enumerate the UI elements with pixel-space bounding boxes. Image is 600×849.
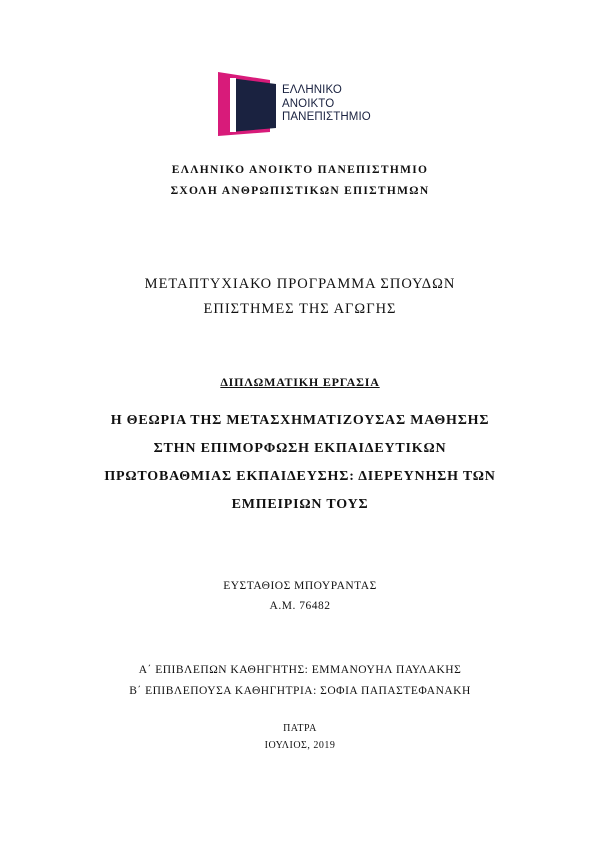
first-supervisor: Α΄ ΕΠΙΒΛΕΠΩΝ ΚΑΘΗΓΗΤΗΣ: ΕΜΜΑΝΟΥΗΛ ΠΑΥΛΑΚΗΣ: [138, 664, 462, 676]
author-name: ΕΥΣΤΑΘΙΟΣ ΜΠΟΥΡΑΝΤΑΣ: [223, 580, 377, 592]
thesis-title-line-4: ΕΜΠΕΙΡΙΩΝ ΤΟΥΣ: [231, 497, 369, 512]
date: ΙΟΥΛΙΟΣ, 2019: [264, 740, 336, 751]
thesis-title-line-1: Η ΘΕΩΡΙΑ ΤΗΣ ΜΕΤΑΣΧΗΜΑΤΙΖΟΥΣΑΣ ΜΑΘΗΣΗΣ: [110, 413, 490, 428]
logo-line-3: ΠΑΝΕΠΙΣΤΗΜΙΟ: [282, 111, 371, 123]
logo-mark-icon: [218, 70, 282, 138]
university-logo: [218, 70, 388, 138]
logo-line-1: ΕΛΛΗΝΙΚΟ: [282, 84, 342, 96]
thesis-title-line-2: ΣΤΗΝ ΕΠΙΜΟΡΦΩΣΗ ΕΚΠΑΙΔΕΥΤΙΚΩΝ: [153, 441, 447, 456]
school-name: ΣΧΟΛΗ ΑΝΘΡΩΠΙΣΤΙΚΩΝ ΕΠΙΣΤΗΜΩΝ: [170, 185, 430, 197]
program-name: ΜΕΤΑΠΤΥΧΙΑΚΟ ΠΡΟΓΡΑΜΜΑ ΣΠΟΥΔΩΝ: [144, 276, 456, 292]
university-name: ΕΛΛΗΝΙΚΟ ΑΝΟΙΚΤΟ ΠΑΝΕΠΙΣΤΗΜΙΟ: [171, 164, 429, 176]
thesis-type: ΔΙΠΛΩΜΑΤΙΚΗ ΕΡΓΑΣΙΑ: [220, 375, 380, 389]
place: ΠΑΤΡΑ: [283, 723, 317, 734]
second-supervisor: Β΄ ΕΠΙΒΛΕΠΟΥΣΑ ΚΑΘΗΓΗΤΡΙΑ: ΣΟΦΙΑ ΠΑΠΑΣΤΕΦΑΝΑΚΗ: [129, 685, 471, 697]
author-id: Α.Μ. 76482: [269, 600, 331, 612]
thesis-title-line-3: ΠΡΩΤΟΒΑΘΜΙΑΣ ΕΚΠΑΙΔΕΥΣΗΣ: ΔΙΕΡΕΥΝΗΣΗ ΤΩΝ: [104, 469, 496, 484]
logo-line-2: ΑΝΟΙΚΤΟ: [282, 97, 335, 110]
thesis-title: [0, 407, 600, 519]
program-specialization: ΕΠΙΣΤΗΜΕΣ ΤΗΣ ΑΓΩΓΗΣ: [203, 301, 397, 317]
logo-wordmark: [282, 84, 371, 125]
